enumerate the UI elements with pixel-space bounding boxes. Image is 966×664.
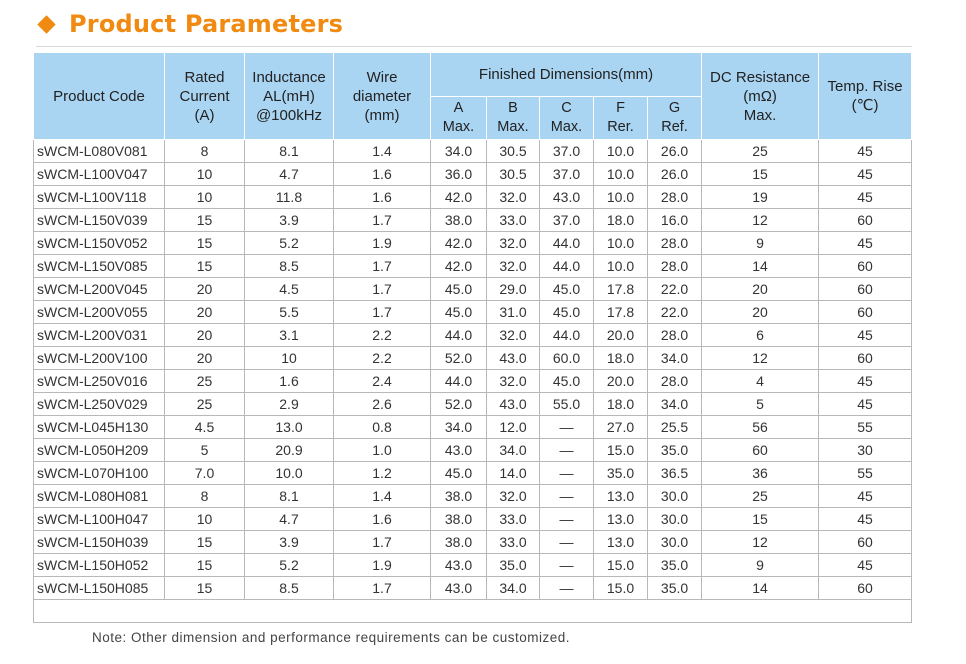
cell-dim-a: 52.0: [431, 393, 487, 416]
cell-rated-current: 10: [165, 508, 245, 531]
cell-temp-rise: 60: [819, 255, 912, 278]
cell-temp-rise: 60: [819, 209, 912, 232]
customization-note: Note: Other dimension and performance requirements can be customized.: [92, 630, 570, 645]
cell-dim-f: 10.0: [594, 140, 648, 163]
cell-dc-resistance: 9: [702, 232, 819, 255]
cell-wire-diameter: 1.7: [334, 209, 431, 232]
cell-temp-rise: 45: [819, 554, 912, 577]
cell-inductance: 4.7: [245, 163, 334, 186]
cell-dim-g: 34.0: [648, 393, 702, 416]
cell-dc-resistance: 15: [702, 163, 819, 186]
cell-dim-f: 20.0: [594, 324, 648, 347]
cell-inductance: 11.8: [245, 186, 334, 209]
cell-dim-f: 10.0: [594, 163, 648, 186]
header-dim-b: B Max.: [487, 97, 540, 140]
cell-inductance: 3.9: [245, 209, 334, 232]
cell-dim-c: —: [540, 416, 594, 439]
cell-temp-rise: 45: [819, 508, 912, 531]
note-row: [34, 600, 912, 645]
cell-dc-resistance: 14: [702, 255, 819, 278]
cell-dim-a: 52.0: [431, 347, 487, 370]
table-row: [34, 370, 912, 393]
cell-dim-a: 43.0: [431, 554, 487, 577]
cell-dim-g: 28.0: [648, 370, 702, 393]
cell-inductance: 10.0: [245, 462, 334, 485]
table-row: [34, 232, 912, 255]
cell-wire-diameter: 1.4: [334, 140, 431, 163]
cell-dim-c: 45.0: [540, 370, 594, 393]
cell-dim-b: 34.0: [487, 577, 540, 600]
cell-dim-b: 34.0: [487, 439, 540, 462]
cell-dim-a: 44.0: [431, 324, 487, 347]
title-divider: [36, 46, 912, 47]
cell-dim-c: 37.0: [540, 140, 594, 163]
cell-dim-b: 30.5: [487, 163, 540, 186]
cell-dim-c: —: [540, 485, 594, 508]
cell-dim-g: 30.0: [648, 508, 702, 531]
table-row: [34, 416, 912, 439]
cell-dim-a: 45.0: [431, 301, 487, 324]
cell-dim-b: 32.0: [487, 255, 540, 278]
cell-temp-rise: 45: [819, 163, 912, 186]
cell-dc-resistance: 19: [702, 186, 819, 209]
cell-dim-a: 34.0: [431, 140, 487, 163]
cell-dim-g: 35.0: [648, 554, 702, 577]
cell-rated-current: 20: [165, 324, 245, 347]
cell-dim-g: 28.0: [648, 186, 702, 209]
cell-product-code: sWCM-L150V085: [34, 255, 165, 278]
cell-rated-current: 8: [165, 485, 245, 508]
cell-dc-resistance: 12: [702, 209, 819, 232]
table-row: [34, 209, 912, 232]
cell-product-code: sWCM-L200V055: [34, 301, 165, 324]
table-row: [34, 301, 912, 324]
cell-dim-b: 43.0: [487, 347, 540, 370]
cell-dim-g: 22.0: [648, 278, 702, 301]
cell-dc-resistance: 25: [702, 140, 819, 163]
table-row: [34, 278, 912, 301]
header-dim-a: A Max.: [431, 97, 487, 140]
cell-temp-rise: 45: [819, 324, 912, 347]
cell-dim-f: 13.0: [594, 508, 648, 531]
cell-dim-b: 32.0: [487, 324, 540, 347]
cell-dim-c: 60.0: [540, 347, 594, 370]
cell-inductance: 5.5: [245, 301, 334, 324]
table-body: [34, 140, 912, 600]
cell-product-code: sWCM-L100V118: [34, 186, 165, 209]
cell-temp-rise: 45: [819, 232, 912, 255]
cell-product-code: sWCM-L150V039: [34, 209, 165, 232]
cell-inductance: 8.1: [245, 140, 334, 163]
cell-dim-b: 32.0: [487, 186, 540, 209]
cell-dc-resistance: 56: [702, 416, 819, 439]
header-dim-f: F Rer.: [594, 97, 648, 140]
cell-temp-rise: 55: [819, 416, 912, 439]
cell-wire-diameter: 0.8: [334, 416, 431, 439]
cell-dim-c: —: [540, 577, 594, 600]
cell-dim-c: —: [540, 508, 594, 531]
cell-temp-rise: 45: [819, 140, 912, 163]
table-row: [34, 393, 912, 416]
cell-inductance: 8.5: [245, 577, 334, 600]
cell-wire-diameter: 2.6: [334, 393, 431, 416]
cell-dim-a: 42.0: [431, 232, 487, 255]
diamond-bullet-icon: [37, 15, 55, 33]
cell-dim-g: 35.0: [648, 439, 702, 462]
header-dc-resistance: DC Resistance (mΩ) Max.: [702, 53, 819, 140]
cell-dc-resistance: 20: [702, 278, 819, 301]
cell-dim-a: 38.0: [431, 508, 487, 531]
cell-dim-g: 35.0: [648, 577, 702, 600]
cell-dim-f: 13.0: [594, 485, 648, 508]
table-row: [34, 554, 912, 577]
cell-dim-b: 32.0: [487, 370, 540, 393]
cell-inductance: 4.5: [245, 278, 334, 301]
cell-dim-b: 30.5: [487, 140, 540, 163]
cell-wire-diameter: 1.4: [334, 485, 431, 508]
cell-dim-a: 38.0: [431, 531, 487, 554]
cell-product-code: sWCM-L100V047: [34, 163, 165, 186]
cell-product-code: sWCM-L250V029: [34, 393, 165, 416]
cell-dim-a: 43.0: [431, 439, 487, 462]
cell-rated-current: 4.5: [165, 416, 245, 439]
cell-wire-diameter: 1.7: [334, 531, 431, 554]
header-rated-current: Rated Current (A): [165, 53, 245, 140]
cell-dim-f: 10.0: [594, 255, 648, 278]
cell-dc-resistance: 36: [702, 462, 819, 485]
cell-dim-f: 20.0: [594, 370, 648, 393]
cell-product-code: sWCM-L100H047: [34, 508, 165, 531]
cell-rated-current: 8: [165, 140, 245, 163]
cell-dim-c: 37.0: [540, 209, 594, 232]
cell-product-code: sWCM-L150V052: [34, 232, 165, 255]
cell-dim-a: 38.0: [431, 485, 487, 508]
cell-dim-b: 35.0: [487, 554, 540, 577]
cell-dim-g: 34.0: [648, 347, 702, 370]
cell-rated-current: 25: [165, 393, 245, 416]
cell-dim-a: 38.0: [431, 209, 487, 232]
cell-inductance: 1.6: [245, 370, 334, 393]
cell-rated-current: 15: [165, 531, 245, 554]
cell-dim-c: 45.0: [540, 301, 594, 324]
cell-dc-resistance: 25: [702, 485, 819, 508]
cell-dim-c: —: [540, 462, 594, 485]
cell-wire-diameter: 2.2: [334, 324, 431, 347]
cell-dim-g: 28.0: [648, 324, 702, 347]
table-row: [34, 531, 912, 554]
cell-dim-c: 44.0: [540, 232, 594, 255]
cell-product-code: sWCM-L080H081: [34, 485, 165, 508]
cell-wire-diameter: 2.4: [334, 370, 431, 393]
cell-product-code: sWCM-L200V031: [34, 324, 165, 347]
cell-rated-current: 10: [165, 163, 245, 186]
cell-dim-a: 45.0: [431, 278, 487, 301]
cell-wire-diameter: 1.9: [334, 232, 431, 255]
cell-rated-current: 7.0: [165, 462, 245, 485]
cell-inductance: 20.9: [245, 439, 334, 462]
cell-dim-a: 45.0: [431, 462, 487, 485]
cell-inductance: 5.2: [245, 554, 334, 577]
table-row: [34, 255, 912, 278]
cell-product-code: sWCM-L050H209: [34, 439, 165, 462]
cell-inductance: 5.2: [245, 232, 334, 255]
cell-dim-b: 12.0: [487, 416, 540, 439]
cell-dim-b: 32.0: [487, 485, 540, 508]
cell-dim-f: 15.0: [594, 577, 648, 600]
cell-temp-rise: 45: [819, 485, 912, 508]
page-title: Product Parameters: [69, 10, 344, 38]
cell-product-code: sWCM-L080V081: [34, 140, 165, 163]
cell-product-code: sWCM-L250V016: [34, 370, 165, 393]
cell-rated-current: 20: [165, 301, 245, 324]
cell-dim-g: 36.5: [648, 462, 702, 485]
header-wire-diameter: Wire diameter (mm): [334, 53, 431, 140]
cell-rated-current: 20: [165, 347, 245, 370]
cell-dim-g: 28.0: [648, 232, 702, 255]
cell-rated-current: 5: [165, 439, 245, 462]
cell-dc-resistance: 14: [702, 577, 819, 600]
cell-temp-rise: 45: [819, 370, 912, 393]
cell-wire-diameter: 1.2: [334, 462, 431, 485]
cell-wire-diameter: 1.7: [334, 278, 431, 301]
cell-dim-b: 14.0: [487, 462, 540, 485]
cell-inductance: 4.7: [245, 508, 334, 531]
cell-dim-b: 33.0: [487, 209, 540, 232]
cell-dim-f: 13.0: [594, 531, 648, 554]
cell-dim-f: 15.0: [594, 439, 648, 462]
cell-rated-current: 25: [165, 370, 245, 393]
cell-dim-c: —: [540, 554, 594, 577]
cell-dc-resistance: 5: [702, 393, 819, 416]
cell-product-code: sWCM-L150H052: [34, 554, 165, 577]
cell-dim-b: 32.0: [487, 232, 540, 255]
table-row: [34, 186, 912, 209]
cell-dim-c: 45.0: [540, 278, 594, 301]
cell-rated-current: 15: [165, 232, 245, 255]
cell-temp-rise: 30: [819, 439, 912, 462]
cell-rated-current: 15: [165, 577, 245, 600]
cell-dim-f: 10.0: [594, 186, 648, 209]
cell-dim-f: 10.0: [594, 232, 648, 255]
cell-dim-a: 43.0: [431, 577, 487, 600]
cell-rated-current: 15: [165, 255, 245, 278]
cell-dc-resistance: 6: [702, 324, 819, 347]
cell-dc-resistance: 20: [702, 301, 819, 324]
cell-inductance: 8.5: [245, 255, 334, 278]
cell-temp-rise: 60: [819, 577, 912, 600]
header-dim-g: G Ref.: [648, 97, 702, 140]
cell-inductance: 3.9: [245, 531, 334, 554]
cell-wire-diameter: 1.6: [334, 508, 431, 531]
header-product-code: Product Code: [34, 53, 165, 140]
cell-wire-diameter: 1.6: [334, 186, 431, 209]
cell-wire-diameter: 1.6: [334, 163, 431, 186]
cell-dim-g: 26.0: [648, 140, 702, 163]
cell-product-code: sWCM-L150H039: [34, 531, 165, 554]
table-row: [34, 462, 912, 485]
cell-dim-b: 33.0: [487, 531, 540, 554]
cell-temp-rise: 55: [819, 462, 912, 485]
section-heading: [38, 6, 343, 42]
cell-temp-rise: 60: [819, 531, 912, 554]
cell-dim-f: 18.0: [594, 393, 648, 416]
cell-product-code: sWCM-L150H085: [34, 577, 165, 600]
cell-dim-g: 28.0: [648, 255, 702, 278]
cell-dim-a: 42.0: [431, 255, 487, 278]
cell-dim-g: 16.0: [648, 209, 702, 232]
header-inductance: Inductance AL(mH) @100kHz: [245, 53, 334, 140]
cell-product-code: sWCM-L045H130: [34, 416, 165, 439]
cell-temp-rise: 45: [819, 393, 912, 416]
cell-dc-resistance: 12: [702, 347, 819, 370]
cell-dim-c: 55.0: [540, 393, 594, 416]
cell-inductance: 3.1: [245, 324, 334, 347]
cell-dim-g: 22.0: [648, 301, 702, 324]
cell-dim-b: 29.0: [487, 278, 540, 301]
table-row: [34, 163, 912, 186]
table-row: [34, 577, 912, 600]
cell-dim-a: 36.0: [431, 163, 487, 186]
cell-rated-current: 15: [165, 554, 245, 577]
cell-dc-resistance: 15: [702, 508, 819, 531]
cell-inductance: 2.9: [245, 393, 334, 416]
table-row: [34, 439, 912, 462]
cell-dc-resistance: 4: [702, 370, 819, 393]
cell-dim-b: 43.0: [487, 393, 540, 416]
cell-dim-c: 43.0: [540, 186, 594, 209]
cell-dim-c: —: [540, 439, 594, 462]
cell-temp-rise: 60: [819, 278, 912, 301]
cell-wire-diameter: 1.9: [334, 554, 431, 577]
cell-wire-diameter: 1.7: [334, 577, 431, 600]
cell-inductance: 13.0: [245, 416, 334, 439]
cell-dim-c: 44.0: [540, 255, 594, 278]
cell-dim-g: 26.0: [648, 163, 702, 186]
header-dim-c: C Max.: [540, 97, 594, 140]
cell-dim-f: 17.8: [594, 278, 648, 301]
cell-wire-diameter: 1.7: [334, 301, 431, 324]
cell-inductance: 10: [245, 347, 334, 370]
cell-rated-current: 15: [165, 209, 245, 232]
cell-dim-f: 27.0: [594, 416, 648, 439]
cell-rated-current: 10: [165, 186, 245, 209]
cell-inductance: 8.1: [245, 485, 334, 508]
cell-dim-c: 44.0: [540, 324, 594, 347]
cell-dim-f: 18.0: [594, 209, 648, 232]
cell-dim-a: 44.0: [431, 370, 487, 393]
cell-dim-f: 35.0: [594, 462, 648, 485]
cell-dim-f: 17.8: [594, 301, 648, 324]
cell-dim-c: —: [540, 531, 594, 554]
cell-dc-resistance: 60: [702, 439, 819, 462]
table-header: [34, 53, 912, 140]
cell-rated-current: 20: [165, 278, 245, 301]
cell-dim-f: 18.0: [594, 347, 648, 370]
table-row: [34, 324, 912, 347]
product-parameters-table: [33, 52, 912, 645]
cell-dc-resistance: 9: [702, 554, 819, 577]
cell-dim-b: 33.0: [487, 508, 540, 531]
cell-dim-c: 37.0: [540, 163, 594, 186]
cell-dc-resistance: 12: [702, 531, 819, 554]
cell-product-code: sWCM-L070H100: [34, 462, 165, 485]
cell-dim-g: 30.0: [648, 531, 702, 554]
cell-temp-rise: 60: [819, 347, 912, 370]
cell-dim-a: 42.0: [431, 186, 487, 209]
cell-product-code: sWCM-L200V100: [34, 347, 165, 370]
cell-dim-g: 30.0: [648, 485, 702, 508]
cell-wire-diameter: 2.2: [334, 347, 431, 370]
cell-temp-rise: 45: [819, 186, 912, 209]
table-row: [34, 485, 912, 508]
cell-dim-f: 15.0: [594, 554, 648, 577]
cell-dim-g: 25.5: [648, 416, 702, 439]
header-finished-dimensions: Finished Dimensions(mm): [431, 53, 702, 97]
table-row: [34, 347, 912, 370]
cell-dim-b: 31.0: [487, 301, 540, 324]
cell-wire-diameter: 1.0: [334, 439, 431, 462]
table-row: [34, 508, 912, 531]
table-row: [34, 140, 912, 163]
cell-product-code: sWCM-L200V045: [34, 278, 165, 301]
cell-dim-a: 34.0: [431, 416, 487, 439]
cell-temp-rise: 60: [819, 301, 912, 324]
cell-wire-diameter: 1.7: [334, 255, 431, 278]
header-temp-rise: Temp. Rise (℃): [819, 53, 912, 140]
